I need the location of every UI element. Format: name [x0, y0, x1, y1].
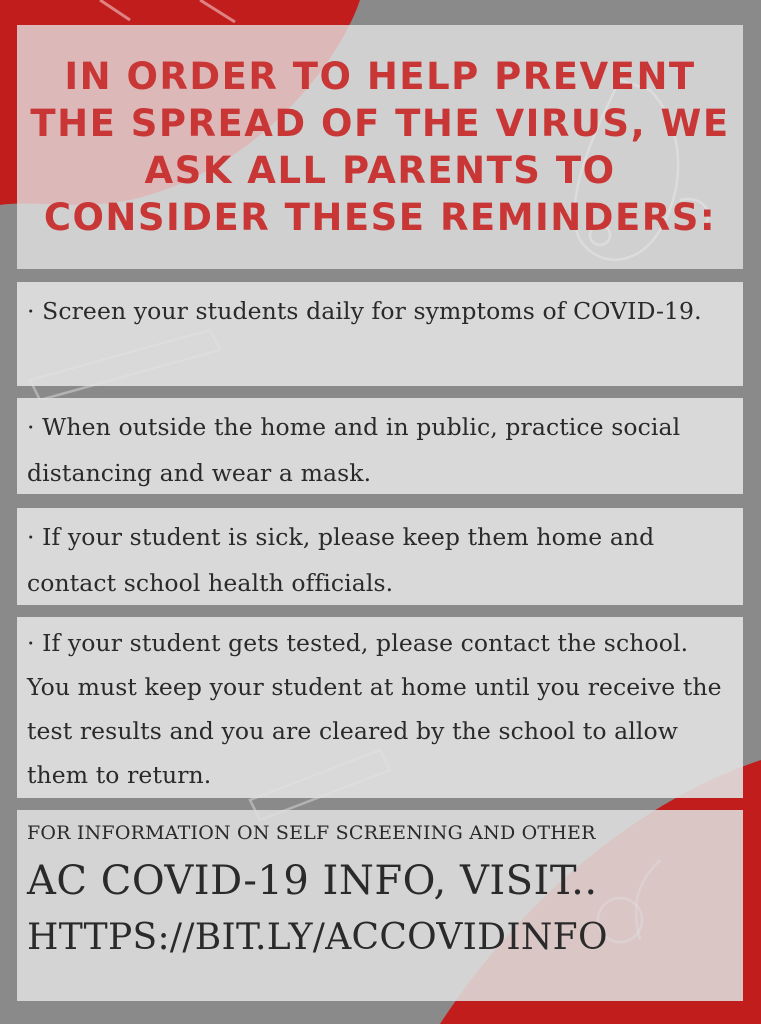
reminder-item: · If your student gets tested, please contact the school. You must keep your student at home until you receive the test results and you are cleared by the school to allow them to return.: [17, 617, 743, 798]
header-panel: [17, 25, 743, 269]
footer-panel: [17, 810, 743, 1001]
reminder-item: · Screen your students daily for symptoms of COVID-19.: [17, 282, 743, 386]
footer-url-link[interactable]: HTTPS://BIT.LY/ACCOVIDINFO: [27, 917, 608, 958]
footer-headline: AC COVID-19 INFO, VISIT..: [27, 858, 598, 904]
header-title: IN ORDER TO HELP PREVENT THE SPREAD OF THE VIRUS, WE ASK ALL PARENTS TO CONSIDER THESE REMINDERS:: [30, 55, 730, 239]
footer-info-line: FOR INFORMATION ON SELF SCREENING AND OTHER: [27, 822, 596, 844]
reminder-item: · If your student is sick, please keep them home and contact school health officials.: [17, 508, 743, 605]
reminder-item: · When outside the home and in public, practice social distancing and wear a mask.: [17, 398, 743, 494]
